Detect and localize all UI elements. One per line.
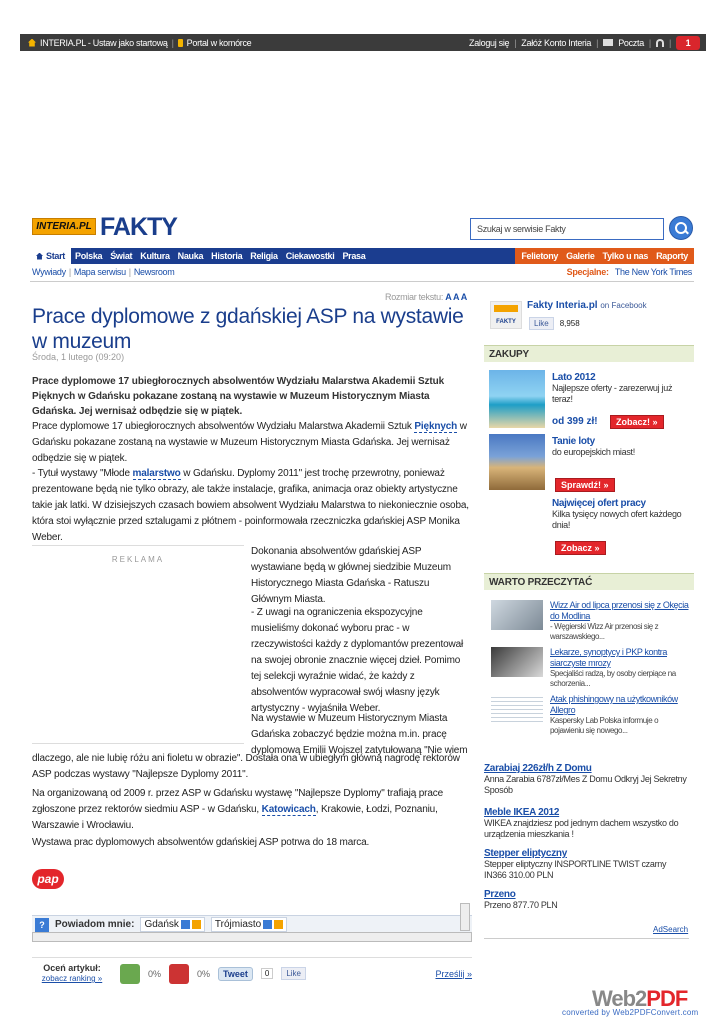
ad-item: Meble IKEA 2012 WIKEA znajdziesz pod jednym dachem wszystko do urządzenia mieszkania ! <box>484 807 679 839</box>
article-paragraph: Wystawa prac dyplomowych absolwentów gdańskiej ASP potrwa do 18 marca. <box>32 837 370 848</box>
sub-nav: Wywiady | Mapa serwisu | Newsroom Specjalne: The New York Times <box>32 267 692 277</box>
font-size-options[interactable]: A A A <box>445 292 467 302</box>
nav-item[interactable]: Świat <box>110 251 133 261</box>
send-link[interactable]: Prześlij » <box>435 968 472 979</box>
ad-link[interactable]: Stepper eliptyczny <box>484 848 567 859</box>
ad-label: REKLAMA <box>111 555 165 564</box>
nav-item[interactable]: Historia <box>211 251 243 261</box>
mobile-portal-link[interactable]: Portal w komórce <box>186 37 252 48</box>
section-heading: ZAKUPY <box>484 345 694 362</box>
main-nav <box>30 248 694 264</box>
notify-label: Powiadom mnie: <box>55 919 135 930</box>
article-date: Środa, 1 lutego (09:20) <box>32 352 125 362</box>
article-paragraph: Na wystawie w Muzeum Historycznym Miasta Gdańska zobaczyć będzie można m.in. pracę dyplomową Emilii Wojszel zatytułowaną "Nie wiem <box>251 713 468 756</box>
ad-item: Stepper eliptyczny Stepper eliptyczny INSPORTLINE TWIST czarny IN366 310.00 PLN <box>484 848 667 880</box>
promo-title[interactable]: Lato 2012 <box>552 372 596 383</box>
nav-item[interactable]: Tylko u nas <box>602 251 649 261</box>
plus-icon[interactable] <box>274 920 283 929</box>
mail-icon <box>603 39 613 46</box>
up-percent: 0% <box>148 968 162 979</box>
promo-title[interactable]: Tanie loty <box>552 436 595 447</box>
special-label: Specjalne: <box>566 267 609 277</box>
ad-link[interactable]: Przeno <box>484 889 516 900</box>
list-item: Atak phishingowy na użytkowników Allegro Kaspersky Lab Polska informuje o pojawieniu się nowego... <box>489 694 695 734</box>
rating-bar <box>32 957 472 989</box>
ad-link[interactable]: Zarabiaj 226zł/h Z Domu <box>484 763 592 774</box>
subnav-newsroom[interactable]: Newsroom <box>133 267 175 277</box>
adsearch-link[interactable]: AdSearch <box>653 925 689 934</box>
keyword-link[interactable]: malarstwo <box>132 468 181 479</box>
nav-item[interactable]: Ciekawostki <box>285 251 335 261</box>
plus-icon[interactable] <box>192 920 201 929</box>
keyword-link[interactable]: Pięknych <box>414 421 458 432</box>
facebook-box: FAKTY Fakty Interia.pl on Facebook Like 8,958 <box>487 297 694 339</box>
news-link[interactable]: Atak phishingowy na użytkowników Allegro <box>550 694 678 715</box>
bell-icon[interactable] <box>656 39 664 47</box>
nav-item[interactable]: Religia <box>250 251 278 261</box>
article-paragraph: - Z uwagi na ograniczenia ekspozycyjne musieliśmy dokonać wyboru prac - w rzeczywistości każdy z dyplomantów prezentował na swojej obronie znacznie więcej dzieł. Pomimo tej selekcji wyraźnie widać, że każdy z absolwentów wypracował swój własny język artystyczny - wyjaśniła Weber. <box>251 607 464 714</box>
nav-start[interactable]: Start <box>30 248 71 264</box>
tweet-button[interactable]: Tweet <box>218 967 253 981</box>
pap-logo: pap <box>32 869 64 889</box>
web2pdf-url[interactable]: converted by Web2PDFConvert.com <box>562 1008 699 1017</box>
beach-image[interactable] <box>489 370 545 428</box>
article-lead: Prace dyplomowe 17 ubiegłorocznych absolwentów Wydziału Malarstwa Akademii Sztuk Pięknych w Gdańsku pokazane zostaną na wystawie w Muzeum Historycznym Miasta Gdańska. Jej wernisaż odbędzie się w piątek. <box>32 376 445 417</box>
article-paragraph: Na organizowaną od 2009 r. przez ASP w Gdańsku wystawę "Najlepsze Dyplomy" trafiają prace zgłoszone przez rektorów siedmiu ASP - w Gdańsku, Katowicach, Krakowie, Łodzi, Poznaniu, Warszawie i Wrocławiu. <box>32 788 444 831</box>
down-percent: 0% <box>197 968 211 979</box>
login-link[interactable]: Zaloguj się <box>469 37 510 48</box>
interia-logo[interactable]: INTERIA.PL <box>32 218 96 235</box>
promo-title[interactable]: Najwięcej ofert pracy <box>552 498 646 509</box>
rating-label: Oceń artykuł: <box>43 963 101 973</box>
notification-badge[interactable]: 1 <box>676 36 700 50</box>
list-item: Lekarze, synoptycy i PKP kontra siarczyste mrozy Specjaliści radzą, by osoby cierpiące na schorzenia... <box>489 647 695 687</box>
nav-item[interactable]: Galerie <box>566 251 595 261</box>
info-icon <box>263 920 272 929</box>
news-thumbnail[interactable] <box>491 647 543 677</box>
scrollbar-horizontal[interactable] <box>32 932 472 942</box>
sprawdz-button[interactable]: Sprawdź! » <box>555 478 615 492</box>
subnav-mapa[interactable]: Mapa serwisu <box>73 267 126 277</box>
help-icon[interactable]: ? <box>35 918 49 932</box>
top-bar: INTERIA.PL - Ustaw jako startową | Portal w komórce Zaloguj się | Załóż Konto Interia | Poczta | | 1 <box>20 34 706 51</box>
article-paragraph: dlaczego, ale nie lubię różu ani fioletu w obrazie". Dostała ona w ubiegłym główną nagrodę rektorów ASP podczas wystawy "Najlepsze Dyplomy 2011". <box>32 753 460 780</box>
fb-like-count: 8,958 <box>559 319 580 328</box>
news-link[interactable]: Wizz Air od lipca przenosi się z Okęcia do Modlina <box>550 600 689 621</box>
mail-link[interactable]: Poczta <box>618 37 644 48</box>
ad-link[interactable]: Meble IKEA 2012 <box>484 807 560 818</box>
special-link[interactable]: The New York Times <box>614 267 692 277</box>
notify-bar <box>32 915 472 933</box>
divider <box>484 938 689 939</box>
promo-item: Lato 2012 Najlepsze oferty - zarezerwuj już teraz! <box>552 372 673 404</box>
divider <box>30 281 694 282</box>
zobacz-button[interactable]: Zobacz » <box>555 541 606 555</box>
notify-tag[interactable]: Trójmiasto <box>211 917 287 932</box>
home-icon <box>36 253 43 260</box>
ad-item: Zarabiaj 226zł/h Z Domu Anna Zarabia 6787zł/Mes Z Domu Odkryj Jej Sekretny Sposób <box>484 763 687 795</box>
search-input[interactable]: Szukaj w serwisie Fakty <box>470 218 664 240</box>
fakty-mini-logo[interactable]: FAKTY <box>490 301 522 329</box>
info-icon <box>181 920 190 929</box>
article-paragraph: - Tytuł wystawy "Młode malarstwo w Gdańsku. Dyplomy 2011" jest trochę przewrotny, ponieważ prezentowane będą nie tylko obrazy, ale także instalacje, grafika, animacja oraz obiekty artystyczne takie jak latki. W dzisiejszych czasach bowiem absolwent Wydziału Malarstwa to niekoniecznie osoba, która stoi wyłącznie przed sztalugami z płótnem - poinformowała rzeczniczka gdańskiej ASP Monika Weber. <box>32 468 469 543</box>
ad-slot <box>32 545 244 745</box>
article-paragraph: Prace dyplomowe 17 ubiegłorocznych absolwentów Wydziału Malarstwa Akademii Sztuk Pięknych w Gdańsku pokazane zostaną na wystawie w Muzeum Historycznym Miasta Gdańska. Jej wernisaż odbędzie się w piątek. <box>32 421 467 464</box>
web2pdf-logo: Web2PDF <box>592 986 688 1011</box>
section-heading: WARTO PRZECZYTAĆ <box>484 573 694 590</box>
register-link[interactable]: Załóż Konto Interia <box>521 37 592 48</box>
divider <box>32 743 244 744</box>
thumbs-down-icon[interactable] <box>169 964 189 984</box>
promo-price: od 399 zł! <box>552 416 598 427</box>
notify-tag[interactable]: Gdańsk <box>140 917 204 932</box>
scrollbar-vertical[interactable] <box>460 903 470 931</box>
article-paragraph: Dokonania absolwentów gdańskiej ASP wystawiane będą w głównej siedzibie Muzeum Historycznego Miasta Gdańska - Ratuszu Głównym Miasta. <box>251 546 451 605</box>
set-homepage-link[interactable]: INTERIA.PL - Ustaw jako startową <box>40 37 168 48</box>
nav-item[interactable]: Raporty <box>656 251 688 261</box>
fb-like-button[interactable]: Like <box>281 967 306 980</box>
thumbs-up-icon[interactable] <box>120 964 140 984</box>
nav-item[interactable]: Nauka <box>177 251 204 261</box>
city-image[interactable] <box>489 434 545 490</box>
zobacz-button[interactable]: Zobacz! » <box>610 415 664 429</box>
fb-page-name[interactable]: Fakty Interia.pl <box>527 300 598 311</box>
nav-item[interactable]: Polska <box>75 251 103 261</box>
promo-item: Najwięcej ofert pracy Kilka tysięcy nowych ofert każdego dnia! <box>552 498 682 530</box>
article-title: Prace dyplomowe z gdańskiej ASP na wystawie w muzeum <box>32 305 464 353</box>
subnav-wywiady[interactable]: Wywiady <box>32 267 66 277</box>
ranking-link[interactable]: zobacz ranking » <box>41 974 103 983</box>
home-icon <box>28 39 36 47</box>
nav-right <box>515 248 694 264</box>
search-icon[interactable] <box>669 216 693 240</box>
nav-item[interactable]: Felietony <box>521 251 559 261</box>
nav-item[interactable]: Kultura <box>140 251 170 261</box>
ad-item: Przeno Przeno 877.70 PLN <box>484 889 558 910</box>
phone-icon <box>178 39 183 47</box>
tweet-count: 0 <box>261 968 273 979</box>
nav-item[interactable]: Prasa <box>342 251 366 261</box>
font-size-control: Rozmiar tekstu: A A A <box>385 292 467 302</box>
news-thumbnail[interactable] <box>491 600 543 630</box>
news-thumbnail[interactable] <box>491 694 543 724</box>
news-link[interactable]: Lekarze, synoptycy i PKP kontra siarczyste mrozy <box>550 647 667 668</box>
keyword-link[interactable]: Katowicach <box>261 804 316 815</box>
fakty-logo[interactable]: FAKTY <box>100 213 177 241</box>
promo-item: Tanie loty do europejskich miast! <box>552 436 635 457</box>
list-item: Wizz Air od lipca przenosi się z Okęcia do Modlina - Węgierski Wizz Air przenosi się z warszawskiego... <box>489 600 695 640</box>
fb-like-button[interactable]: Like <box>529 317 554 330</box>
